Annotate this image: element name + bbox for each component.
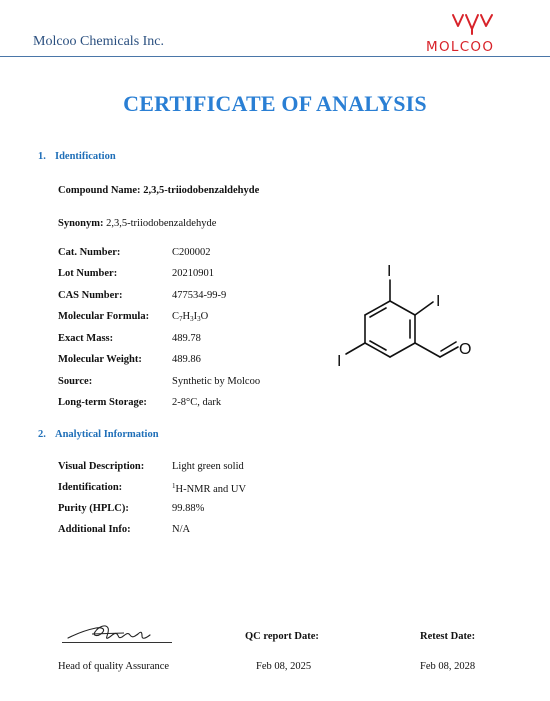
source-label: Source:: [58, 376, 93, 387]
signer-title: Head of quality Assurance: [58, 661, 170, 672]
retest-date-label: Retest Date:: [420, 631, 476, 642]
cas-number-value: 477534-99-9: [172, 290, 227, 301]
storage-label: Long-term Storage:: [58, 397, 147, 408]
iodine-atom-label: I: [337, 353, 342, 370]
logo-text: MOLCOO: [426, 39, 495, 55]
compound-name-row: [58, 185, 259, 196]
visual-description-label: Visual Description:: [58, 461, 145, 472]
cat-number-value: C200002: [172, 247, 211, 258]
signature-line: [62, 642, 172, 643]
compound-name-label: Compound Name:: [58, 185, 141, 196]
iodine-atom-label: I: [387, 263, 392, 280]
purity-label: Purity (HPLC):: [58, 503, 129, 514]
synonym-value: 2,3,5-triiodobenzaldehyde: [106, 218, 217, 229]
visual-description-value: Light green solid: [172, 461, 244, 472]
molecular-weight-label: Molecular Weight:: [58, 354, 142, 365]
qc-report-date-label: QC report Date:: [245, 631, 319, 642]
iodine-atom-label: I: [436, 293, 441, 310]
retest-date-value: Feb 08, 2028: [420, 661, 476, 672]
molecular-formula-value: $C_7H_3I_3O$: [172, 311, 209, 323]
storage-value: 2-8°C, dark: [172, 397, 222, 408]
cat-number-label: Cat. Number:: [58, 247, 121, 258]
additional-info-value: N/A: [172, 524, 191, 535]
section-title: Analytical Information: [55, 429, 159, 440]
oxygen-atom-label: O: [459, 341, 472, 358]
compound-name-value: 2,3,5-triiodobenzaldehyde: [143, 185, 260, 196]
lot-number-value: 20210901: [172, 268, 214, 279]
section-title: Identification: [55, 151, 116, 162]
identification-method-label: Identification:: [58, 482, 123, 493]
chemical-structure-diagram: [330, 258, 490, 373]
section-analytical-heading: [38, 429, 159, 440]
section-number: 1.: [38, 151, 46, 162]
molecular-weight-value: 489.86: [172, 354, 201, 365]
exact-mass-label: Exact Mass:: [58, 333, 114, 344]
section-number: 2.: [38, 429, 46, 440]
document-title: CERTIFICATE OF ANALYSIS: [123, 91, 427, 116]
qc-report-date-value: Feb 08, 2025: [256, 661, 312, 672]
molcoo-logo: [424, 10, 524, 55]
cas-number-label: CAS Number:: [58, 290, 123, 301]
molecular-formula-label: Molecular Formula:: [58, 311, 150, 322]
exact-mass-value: 489.78: [172, 333, 201, 344]
company-name: Molcoo Chemicals Inc.: [33, 34, 165, 49]
synonym-label: Synonym:: [58, 218, 104, 229]
synonym-row: [58, 218, 216, 229]
source-value: Synthetic by Molcoo: [172, 376, 261, 387]
purity-value: 99.88%: [172, 503, 205, 514]
header-divider: [0, 56, 550, 57]
additional-info-label: Additional Info:: [58, 524, 131, 535]
lot-number-label: Lot Number:: [58, 268, 118, 279]
identification-method-value: $^1$H-NMR and UV: [172, 482, 247, 495]
section-identification-heading: [38, 151, 116, 162]
